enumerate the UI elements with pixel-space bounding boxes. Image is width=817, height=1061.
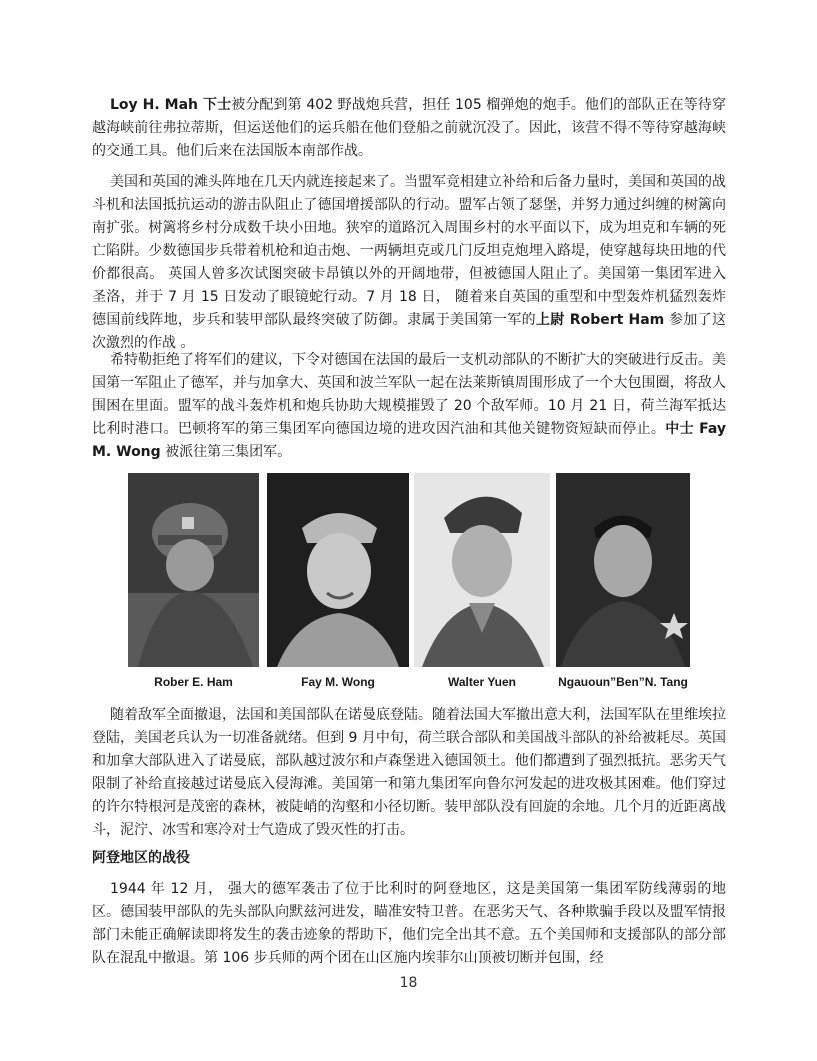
- name-robert-ham: 上尉 Robert Ham: [535, 312, 665, 328]
- caption-ngauoun-ben-n-tang: Ngauoun”Ben”N. Tang: [558, 675, 688, 689]
- photo-row: [0, 473, 817, 695]
- paragraph-1-text: 被分配到第 402 野战炮兵营，担任 105 榴弹炮的炮手。他们的部队正在等待穿越海峡前往弗拉蒂斯，但运送他们的运兵船在他们登船之前就沉没了。因此，该营不得不等待穿越海峡的交通工具。他们后来在法国版本南部作战。: [92, 97, 727, 159]
- paragraph-4: [92, 704, 726, 842]
- section-heading: 阿登地区的战役: [92, 850, 190, 866]
- paragraph-3-text: 希特勒拒绝了将军们的建议，下令对德国在法国的最后一支机动部队的不断扩大的突破进行反击。美国第一军阻止了德军，并与加拿大、英国和波兰军队一起在法莱斯镇周围形成了一个大包围圈，将敌人围困在里面。盟军的战斗轰炸机和炮兵协助大规模摧毁了 20 个敌军师。10 月 21 日，荷兰海军抵达比利时港口。巴顿将军的第三集团军向德国边境的进攻因汽油和其他关键物资短缺而停止。: [92, 352, 726, 437]
- caption-walter-yuen: Walter Yuen: [447, 675, 517, 689]
- paragraph-2-text: 美国和英国的滩头阵地在几天内就连接起来了。当盟军竞相建立补给和后备力量时，美国和英国的战斗机和法国抵抗运动的游击队阻止了德国增援部队的行动。盟军占领了瑟堡，并努力通过纠缠的树篱向南扩张。树篱将乡村分成数千块小田地。狭窄的道路沉入周围乡村的水平面以下，成为坦克和车辆的死亡陷阱。少数德国步兵带着机枪和迫击炮、一两辆坦克或几门反坦克炮埋入路堤，使穿越每块田地的代价都很高。 英国人曾多次试图突破卡昂镇以外的开阔地带，但被德国人阻止了。美国第一集团军进入圣洛，并于 7 月 15 日发动了眼镜蛇行动。7 月 18 日， 随着来自英国的重型和中型轰炸机猛烈轰炸德国前线阵地，步兵和装甲部队最终突破了防御。隶属于美国第一军的: [92, 174, 726, 328]
- photo-fay-m-wong: [267, 473, 409, 667]
- photo-ngauoun-ben-n-tang: [556, 473, 690, 667]
- name-loy-h-mah: Loy H. Mah 下士: [110, 97, 232, 113]
- page-number: 18: [399, 975, 418, 991]
- paragraph-3-tail: 被派往第三集团军。: [160, 444, 292, 460]
- caption-fay-m-wong: Fay M. Wong: [301, 675, 375, 689]
- photo-walter-yuen: [414, 473, 550, 667]
- paragraph-1: [92, 94, 726, 163]
- paragraph-5: 1944 年 12 月， 强大的德军袭击了位于比利时的阿登地区，这是美国第一集团军防线薄弱的地区。德国装甲部队的先头部队向默兹河进发，瞄准安特卫普。在恶劣天气、各种欺骗手段以及盟军情报部门未能正确解读即将发生的袭击迹象的帮助下，他们完全出其不意。五个美国师和支援部队的部分部队在混乱中撤退。第 106 步兵师的两个团在山区施内埃菲尔山顶被切断并包围，经: [92, 881, 726, 966]
- paragraph-2-tail: 参加了这次激烈的作战 。: [92, 312, 727, 351]
- paragraph-2: [92, 171, 726, 355]
- paragraph-3: [92, 349, 726, 464]
- caption-rober-e-ham: Rober E. Ham: [154, 675, 233, 689]
- paragraph-4-text: 随着敌军全面撤退，法国和美国部队在诺曼底登陆。随着法国大军撤出意大利，法国军队在里维埃拉登陆，美国老兵认为一切准备就绪。但到 9 月中旬，荷兰联合部队和美国战斗部队的补给被耗尽。英国和加拿大部队进入了诺曼底，部队越过波尔和卢森堡进入德国领土。他们都遭到了强烈抵抗。恶劣天气限制了补给直接越过诺曼底入侵海滩。美国第一和第九集团军向鲁尔河发起的进攻极其困难。他们穿过的许尔特根河是茂密的森林，被陡峭的沟壑和小径切断。装甲部队没有回旋的余地。几个月的近距离战斗，泥泞、冰雪和寒冷对士气造成了毁灭性的打击。: [92, 707, 726, 838]
- name-fay-m-wong: 中士 Fay M. Wong: [92, 421, 727, 460]
- photo-rober-e-ham: [128, 473, 259, 667]
